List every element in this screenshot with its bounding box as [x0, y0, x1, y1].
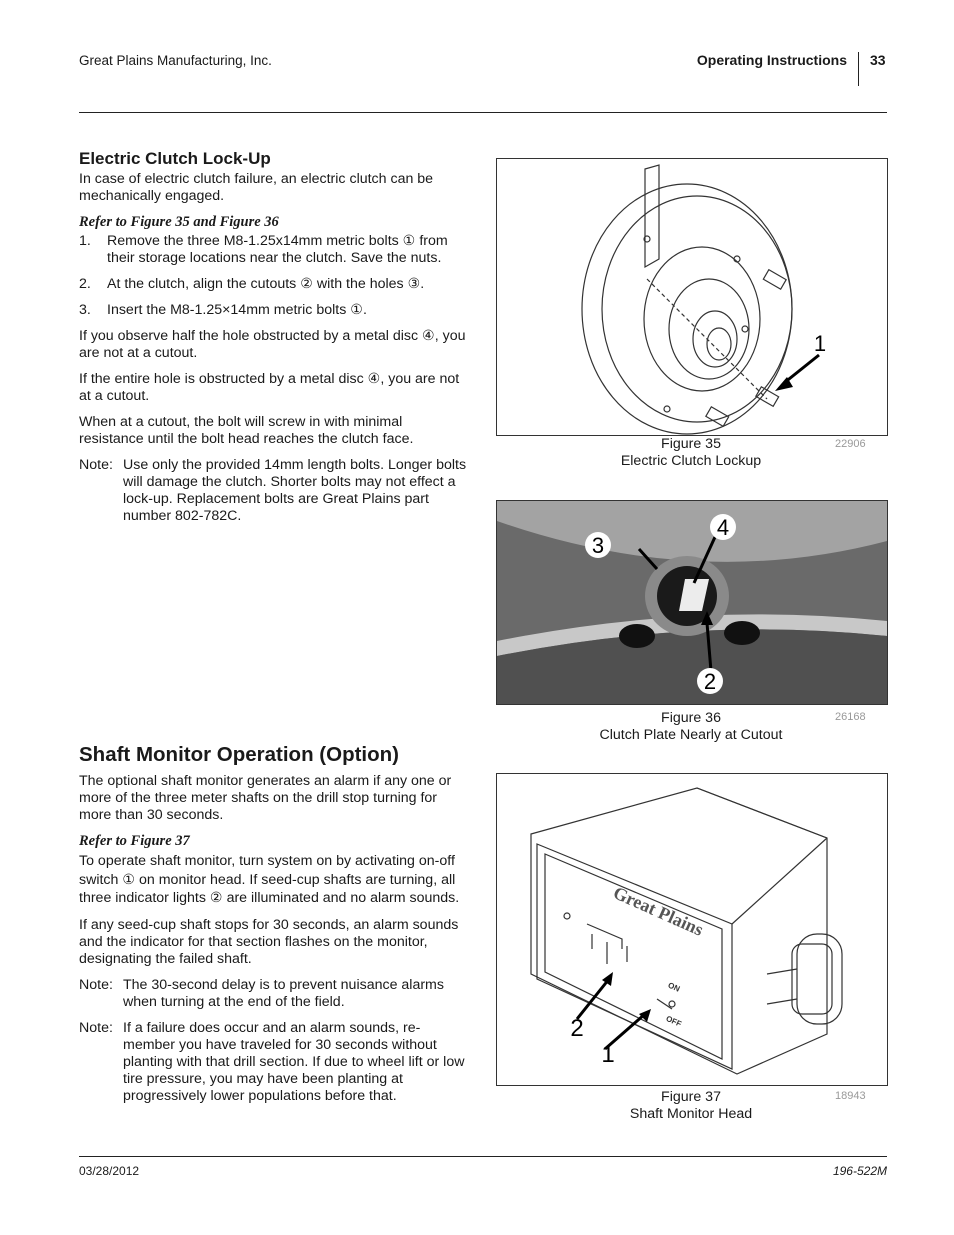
- note-label: Note:: [79, 457, 113, 473]
- callout-1-label: 1: [813, 331, 827, 356]
- switch-off-label: OFF: [664, 1013, 683, 1029]
- monitor-intro: The optional shaft monitor generates an alarm if any one or more of the three meter shafts on the drill stop turning for more than 30 seconds.: [79, 773, 452, 823]
- monitor-note-2: [79, 1020, 469, 1105]
- monitor-para-2: If any seed-cup shaft stops for 30 seconds, an alarm sounds and the indicator for that section flashes on the monitor, designating the failed shaft.: [79, 916, 459, 967]
- figure-37-label: Figure 37: [661, 1089, 721, 1105]
- clutch-title: Electric Clutch Lock-Up: [79, 149, 271, 168]
- monitor-section: [79, 743, 469, 1114]
- clutch-para-3: When at a cutout, the bolt will screw in with minimal resistance until the bolt head reaches the clutch face.: [79, 414, 414, 447]
- figure-35-id: 22906: [835, 438, 866, 450]
- note-text: The 30-second delay is to prevent nuisance alarms when turning at the end of the field.: [123, 976, 444, 1010]
- clutch-plate-photo: [497, 501, 887, 704]
- step-number: 3.: [79, 302, 91, 318]
- footer-date: 03/28/2012: [79, 1164, 140, 1178]
- clutch-para-1: If you observe half the hole obstructed by a metal disc ④, you are not at a cutout.: [79, 328, 466, 361]
- step-text: At the clutch, align the cutouts ② with the holes ③.: [107, 276, 425, 292]
- callout-1-label: 1: [601, 1041, 615, 1068]
- clutch-illustration: [497, 159, 887, 435]
- figure-36-caption: Clutch Plate Nearly at Cutout: [599, 727, 783, 743]
- callout-3-label: 3: [591, 533, 605, 558]
- callout-2-label: 2: [703, 669, 717, 694]
- note-label: Note:: [79, 976, 113, 993]
- figure-36-label: Figure 36: [661, 710, 721, 726]
- figure-35-label: Figure 35: [661, 436, 721, 452]
- figure-35-caption: Electric Clutch Lockup: [620, 453, 762, 469]
- callout-2-label: 2: [570, 1015, 584, 1042]
- step-number: 1.: [79, 233, 91, 249]
- footer-doc-number: 196-522M: [832, 1164, 887, 1178]
- note-text: If a failure does occur and an alarm sounds, re-member you have traveled for 30 seconds without planting with that drill section. If due to wheel lift or low tire pressure, you may have been planting at progressively lower populations before that.: [123, 1019, 465, 1104]
- callout-4-label: 4: [716, 515, 730, 540]
- figure-36-id: 26168: [835, 711, 866, 723]
- step-text: Remove the three M8-1.25x14mm metric bolts ① from their storage locations near the clutch. Save the nuts.: [107, 233, 448, 266]
- monitor-note-1: [79, 977, 469, 1011]
- note-label: Note:: [79, 1019, 113, 1036]
- header-section: Operating Instructions: [696, 52, 847, 68]
- header-divider: [858, 52, 859, 86]
- monitor-brand: Great Plains: [610, 882, 707, 940]
- top-rule: [79, 112, 887, 113]
- clutch-note: [79, 457, 469, 525]
- clutch-refer: Refer to Figure 35 and Figure 36: [79, 214, 279, 230]
- monitor-para-1: To operate shaft monitor, turn system on by activating on-off switch ① on monitor head. If seed-cup shafts are turning, all three indicator lights ② are illuminated and no alarm sounds.: [79, 853, 460, 906]
- page-number: 33: [870, 52, 886, 68]
- figure-35-image: [496, 158, 888, 436]
- step-text: Insert the M8-1.25×14mm metric bolts ①.: [107, 302, 367, 318]
- clutch-para-2: If the entire hole is obstructed by a metal disc ④, you are not at a cutout.: [79, 371, 460, 404]
- figure-37-id: 18943: [835, 1090, 866, 1102]
- figure-36-image: [496, 500, 888, 705]
- figure-37-image: [496, 773, 888, 1086]
- header-company: Great Plains Manufacturing, Inc.: [79, 53, 272, 68]
- clutch-step-2: [79, 276, 469, 293]
- figure-37-caption: Shaft Monitor Head: [629, 1106, 753, 1122]
- clutch-section: [79, 150, 469, 534]
- clutch-intro: In case of electric clutch failure, an electric clutch can be mechanically engaged.: [79, 171, 434, 204]
- monitor-title: Shaft Monitor Operation (Option): [79, 743, 399, 766]
- clutch-step-3: [79, 302, 469, 319]
- step-number: 2.: [79, 276, 91, 292]
- monitor-refer: Refer to Figure 37: [79, 833, 190, 849]
- switch-on-label: ON: [666, 980, 682, 994]
- bottom-rule: [79, 1156, 887, 1157]
- clutch-step-1: [79, 233, 469, 267]
- shaft-monitor-illustration: [497, 774, 887, 1085]
- note-text: Use only the provided 14mm length bolts. Longer bolts will damage the clutch. Shorter bolts may not effect a lock-up. Replacement bolts are Great Plains part number 802-782C.: [123, 457, 467, 524]
